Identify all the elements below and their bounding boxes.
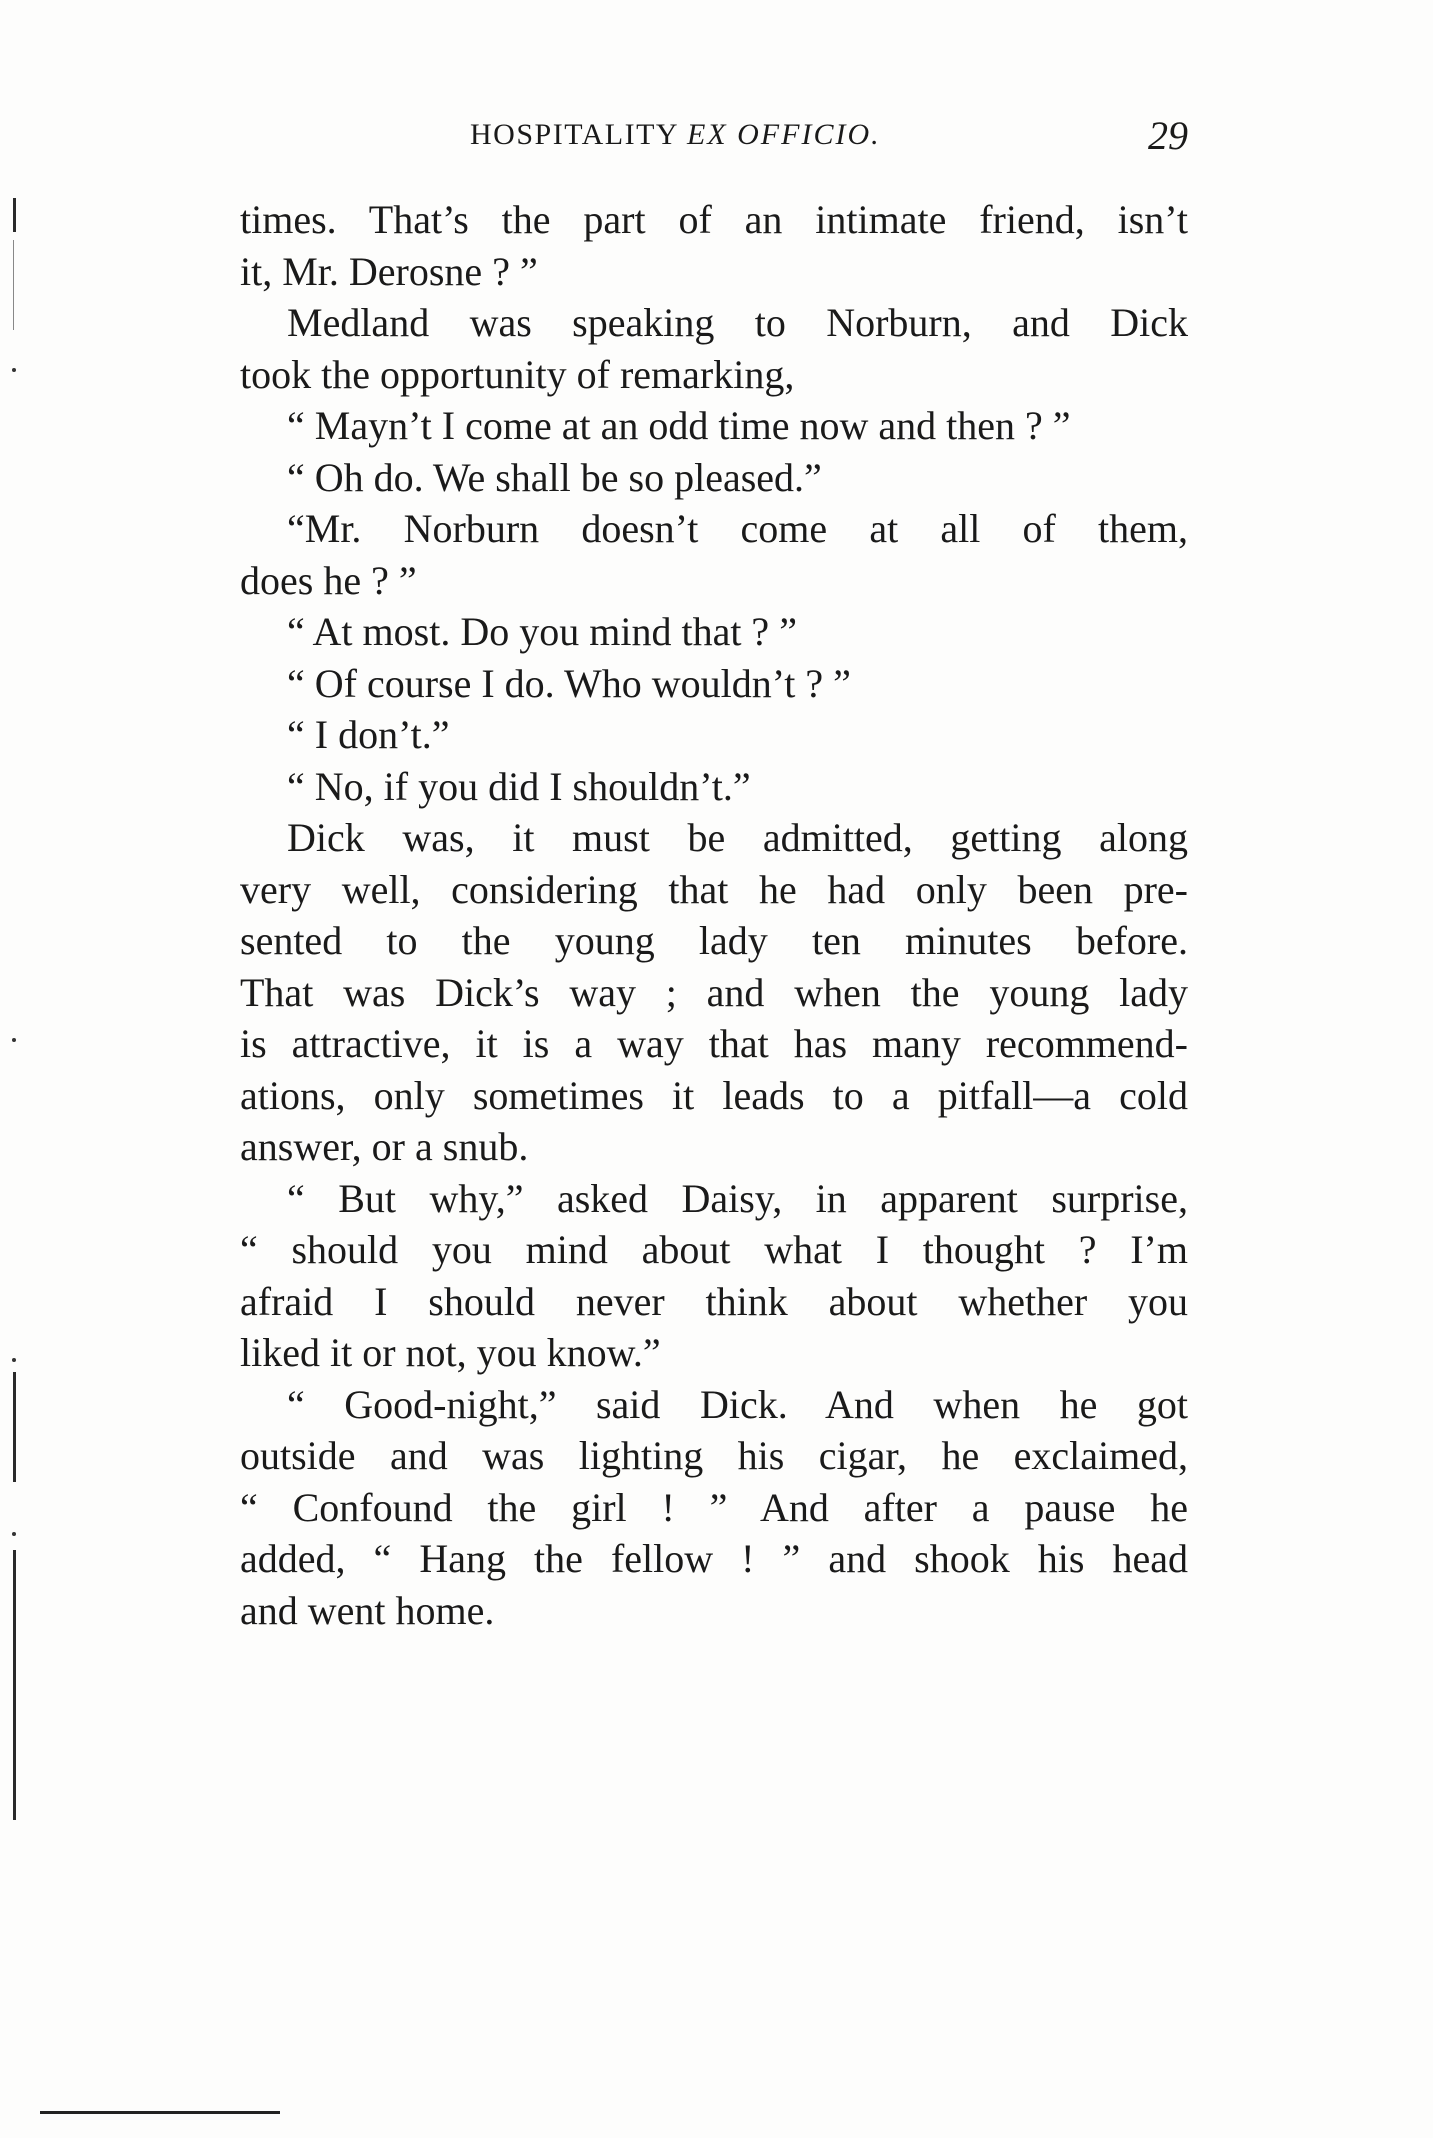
text-line: it, Mr. Derosne ? ” xyxy=(240,248,538,294)
gutter-mark xyxy=(12,368,16,372)
text-line: sented to the young lady ten minutes before. xyxy=(240,918,1188,963)
gutter-rule xyxy=(13,1372,16,1482)
gutter-mark xyxy=(12,1038,16,1042)
text-line: “ Oh do. We shall be so pleased.” xyxy=(287,454,822,500)
text-line: took the opportunity of remarking, xyxy=(240,351,795,397)
text-line: “ But why,” asked Daisy, in apparent surprise, xyxy=(287,1175,1188,1221)
text-line: “Mr. Norburn doesn’t come at all of them, xyxy=(287,506,1188,551)
bottom-rule xyxy=(40,2111,280,2114)
body-text xyxy=(240,194,1188,1636)
text-line: “ Good-night,” said Dick. And when he got xyxy=(287,1381,1188,1427)
text-line: is attractive, it is a way that has many recommend- xyxy=(240,1021,1188,1066)
text-line: “ Of course I do. Who wouldn’t ? ” xyxy=(287,660,851,706)
page-number: 29 xyxy=(1148,113,1188,158)
page-header xyxy=(240,112,1188,162)
text-line: “ At most. Do you mind that ? ” xyxy=(287,609,797,654)
running-head xyxy=(470,118,881,152)
text-line: “ Mayn’t I come at an odd time now and then ? ” xyxy=(287,403,1071,448)
running-head-title: HOSPITALITY xyxy=(470,118,678,151)
text-line: liked it or not, you know.” xyxy=(240,1330,661,1375)
text-line: That was Dick’s way ; and when the young lady xyxy=(240,969,1188,1015)
text-line: times. That’s the part of an intimate friend, isn’t xyxy=(240,197,1188,242)
text-line: afraid I should never think about whether you xyxy=(240,1278,1188,1324)
text-line: “ I don’t.” xyxy=(287,712,450,757)
text-line: Medland was speaking to Norburn, and Dick xyxy=(287,300,1188,345)
text-line: and went home. xyxy=(240,1587,495,1633)
gutter-mark xyxy=(12,1532,16,1536)
text-line: “ No, if you did I shouldn’t.” xyxy=(287,763,751,809)
gutter-rule xyxy=(13,1550,16,1820)
text-line: answer, or a snub. xyxy=(240,1124,529,1169)
gutter-rule xyxy=(13,198,16,232)
text-line: very well, considering that he had only been pre- xyxy=(240,866,1188,912)
text-line: does he ? ” xyxy=(240,557,417,603)
gutter-rule xyxy=(13,240,14,330)
gutter-mark xyxy=(12,1358,16,1362)
text-line: outside and was lighting his cigar, he exclaimed, xyxy=(240,1433,1188,1478)
text-line: added, “ Hang the fellow ! ” and shook his head xyxy=(240,1536,1188,1581)
text-line: Dick was, it must be admitted, getting along xyxy=(287,815,1188,860)
running-head-italic: EX OFFICIO. xyxy=(686,118,881,151)
text-line: ations, only sometimes it leads to a pitfall—a cold xyxy=(240,1072,1188,1118)
text-line: “ should you mind about what I thought ? I’m xyxy=(240,1227,1188,1272)
text-line: “ Confound the girl ! ” And after a pause he xyxy=(240,1484,1188,1530)
